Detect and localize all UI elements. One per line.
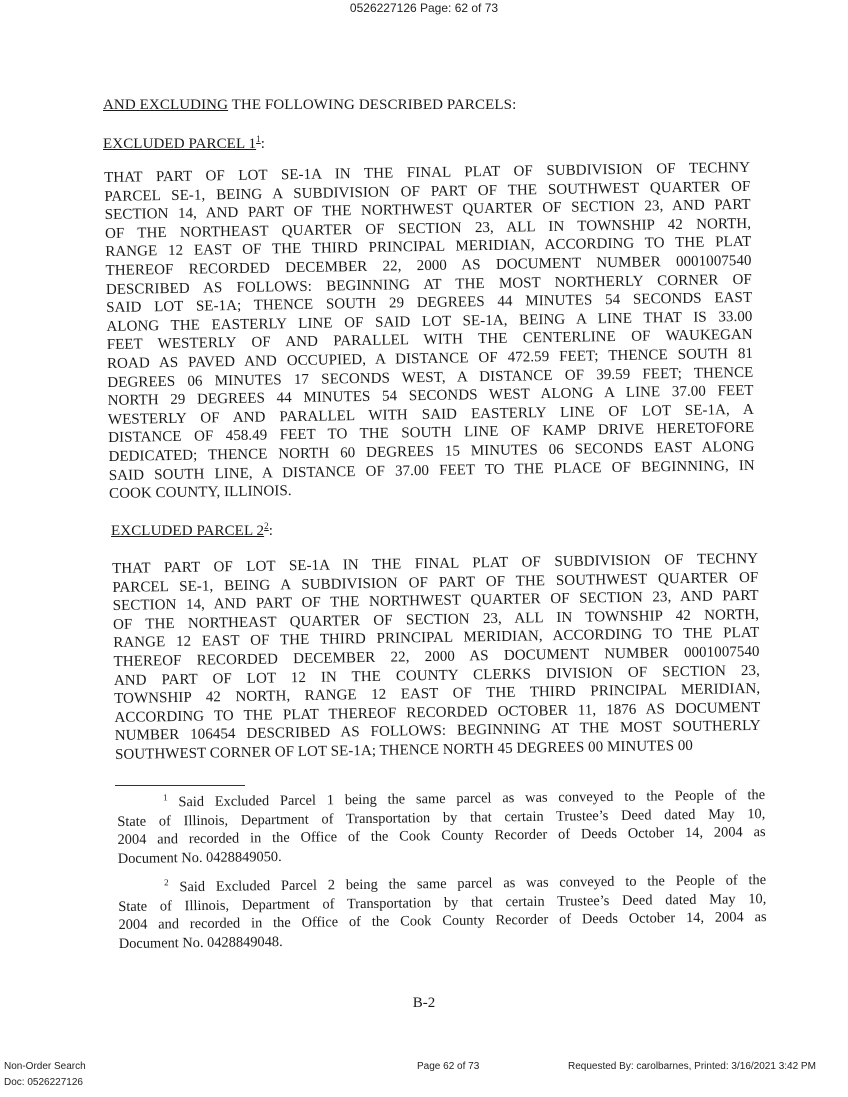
footnote-divider (115, 785, 245, 786)
intro-heading (103, 97, 516, 114)
footnote-mark: 1 (162, 792, 168, 803)
footer-page-number: Page 62 of 73 (417, 1061, 480, 1072)
parcel1-line: THEREOF RECORDED DECEMBER 22, 2000 AS DOCUMENT NUMBER 0001007540 (105, 252, 752, 279)
parcel2-heading-text: EXCLUDED PARCEL 2 (111, 523, 265, 539)
footnote-1 (117, 786, 766, 868)
footnote-line: State of Illinois, Department of Transportation by that certain Trustee’s Deed dated May 10, (117, 805, 766, 830)
parcel1-line: THAT PART OF LOT SE-1A IN THE FINAL PLAT OF SUBDIVISION OF TECHNY (104, 159, 751, 186)
intro-heading-rest: THE FOLLOWING DESCRIBED PARCELS: (228, 97, 517, 113)
parcel2-line: SOUTHWEST CORNER OF LOT SE-1A; THENCE NORTH 45 DEGREES 00 MINUTES 00 (114, 737, 694, 763)
footnote-text: Said Excluded Parcel 2 being the same parcel as was conveyed to the People of the (179, 872, 767, 896)
parcel2-line: ACCORDING TO THE PLAT THEREOF RECORDED OCTOBER 11, 1876 AS DOCUMENT (114, 699, 761, 726)
parcel2-footnote-ref: 2 (264, 521, 269, 531)
parcel1-line: DEGREES 06 MINUTES 17 SECONDS WEST, A DISTANCE OF 39.59 FEET; THENCE (107, 364, 754, 391)
parcel1-line: ROAD AS PAVED AND OCCUPIED, A DISTANCE OF 472.59 FEET; THENCE SOUTH 81 (106, 345, 754, 372)
parcel2-line: RANGE 12 EAST OF THE THIRD PRINCIPAL MERIDIAN, ACCORDING TO THE PLAT (113, 625, 760, 652)
parcel1-heading-text: EXCLUDED PARCEL 1 (103, 136, 257, 152)
parcel1-line: SECTION 14, AND PART OF THE NORTHWEST QUARTER OF SECTION 23, AND PART (104, 197, 751, 224)
parcel2-line: NUMBER 106454 DESCRIBED AS FOLLOWS: BEGINNING AT THE MOST SOUTHERLY (114, 718, 761, 745)
footnote-line: 2004 and recorded in the Office of the Cook County Recorder of Deeds October 14, 2004 as (117, 824, 766, 849)
parcel1-line: SAID LOT SE-1A; THENCE SOUTH 29 DEGREES 44 MINUTES 54 SECONDS EAST (106, 289, 753, 317)
parcel2-line: TOWNSHIP 42 NORTH, RANGE 12 EAST OF THE THIRD PRINCIPAL MERIDIAN, (114, 680, 761, 708)
footnote-mark: 2 (163, 877, 169, 888)
footnote-line: 2004 and recorded in the Office of the Cook County Recorder of Deeds October 14, 2004 as (118, 909, 767, 934)
parcel2-line: THAT PART OF LOT SE-1A IN THE FINAL PLAT OF SUBDIVISION OF TECHNY (112, 550, 759, 577)
parcel1-heading-colon: : (260, 136, 265, 152)
parcel2-line: THEREOF RECORDED DECEMBER 22, 2000 AS DOCUMENT NUMBER 0001007540 (113, 643, 760, 670)
parcel2-heading-colon: : (268, 523, 273, 539)
parcel1-line: PARCEL SE-1, BEING A SUBDIVISION OF PART OF THE SOUTHWEST QUARTER OF (104, 178, 751, 205)
parcel1-line: ALONG THE EASTERLY LINE OF SAID LOT SE-1A, BEING A LINE THAT IS 33.00 (106, 308, 753, 335)
footnote-line: Document No. 0428849048. (118, 933, 283, 952)
page-label: B-2 (412, 995, 436, 1011)
document-page-header: 0526227126 Page: 62 of 73 (349, 1, 499, 15)
parcel2-line: PARCEL SE-1, BEING A SUBDIVISION OF PART OF THE SOUTHWEST QUARTER OF (112, 569, 759, 596)
intro-heading-underlined: AND EXCLUDING (103, 97, 229, 113)
footer-left-line1: Non-Order Search (4, 1061, 86, 1072)
parcel2-line: AND PART OF LOT 12 IN THE COUNTY CLERKS DIVISION OF SECTION 23, (113, 662, 760, 689)
footnote-2 (118, 871, 767, 953)
parcel2-line: OF THE NORTHEAST QUARTER OF SECTION 23, ALL IN TOWNSHIP 42 NORTH, (112, 606, 760, 633)
parcel1-line: DISTANCE OF 458.49 FEET TO THE SOUTH LINE OF KAMP DRIVE HERETOFORE (108, 420, 755, 447)
footer-requested-by: Requested By: carolbarnes, Printed: 3/16/2021 3:42 PM (568, 1061, 816, 1072)
parcel1-line: COOK COUNTY, ILLINOIS. (108, 483, 292, 503)
footnote-line: Document No. 0428849050. (117, 848, 282, 867)
parcel1-line: OF THE NORTHEAST QUARTER OF SECTION 23, ALL IN TOWNSHIP 42 NORTH, (104, 215, 752, 242)
parcel1-line: RANGE 12 EAST OF THE THIRD PRINCIPAL MERIDIAN, ACCORDING TO THE PLAT (105, 234, 752, 261)
parcel2-heading (111, 523, 273, 540)
parcel1-line: DESCRIBED AS FOLLOWS: BEGINNING AT THE MOST NORTHERLY CORNER OF (105, 271, 752, 298)
parcel2-line: SECTION 14, AND PART OF THE NORTHWEST QUARTER OF SECTION 23, AND PART (112, 588, 759, 615)
parcel1-description (104, 159, 755, 504)
parcel2-description (112, 550, 761, 765)
parcel1-line: DEDICATED; THENCE NORTH 60 DEGREES 15 MINUTES 06 SECONDS EAST ALONG (108, 438, 755, 465)
parcel1-heading (103, 136, 265, 153)
parcel1-line: FEET WESTERLY OF AND PARALLEL WITH THE CENTERLINE OF WAUKEGAN (106, 327, 753, 354)
footnote-line: State of Illinois, Department of Transportation by that certain Trustee’s Deed dated May 10, (118, 890, 767, 915)
parcel1-line: WESTERLY OF AND PARALLEL WITH SAID EASTERLY LINE OF LOT SE-1A, A (107, 401, 754, 428)
parcel1-footnote-ref: 1 (256, 134, 261, 144)
footnote-text: Said Excluded Parcel 1 being the same parcel as was conveyed to the People of the (178, 787, 766, 811)
footer-left-line2: Doc: 0526227126 (4, 1077, 83, 1088)
parcel1-line: SAID SOUTH LINE, A DISTANCE OF 37.00 FEET TO THE PLACE OF BEGINNING, IN (108, 457, 755, 484)
parcel1-line: NORTH 29 DEGREES 44 MINUTES 54 SECONDS WEST ALONG A LINE 37.00 FEET (107, 382, 754, 410)
